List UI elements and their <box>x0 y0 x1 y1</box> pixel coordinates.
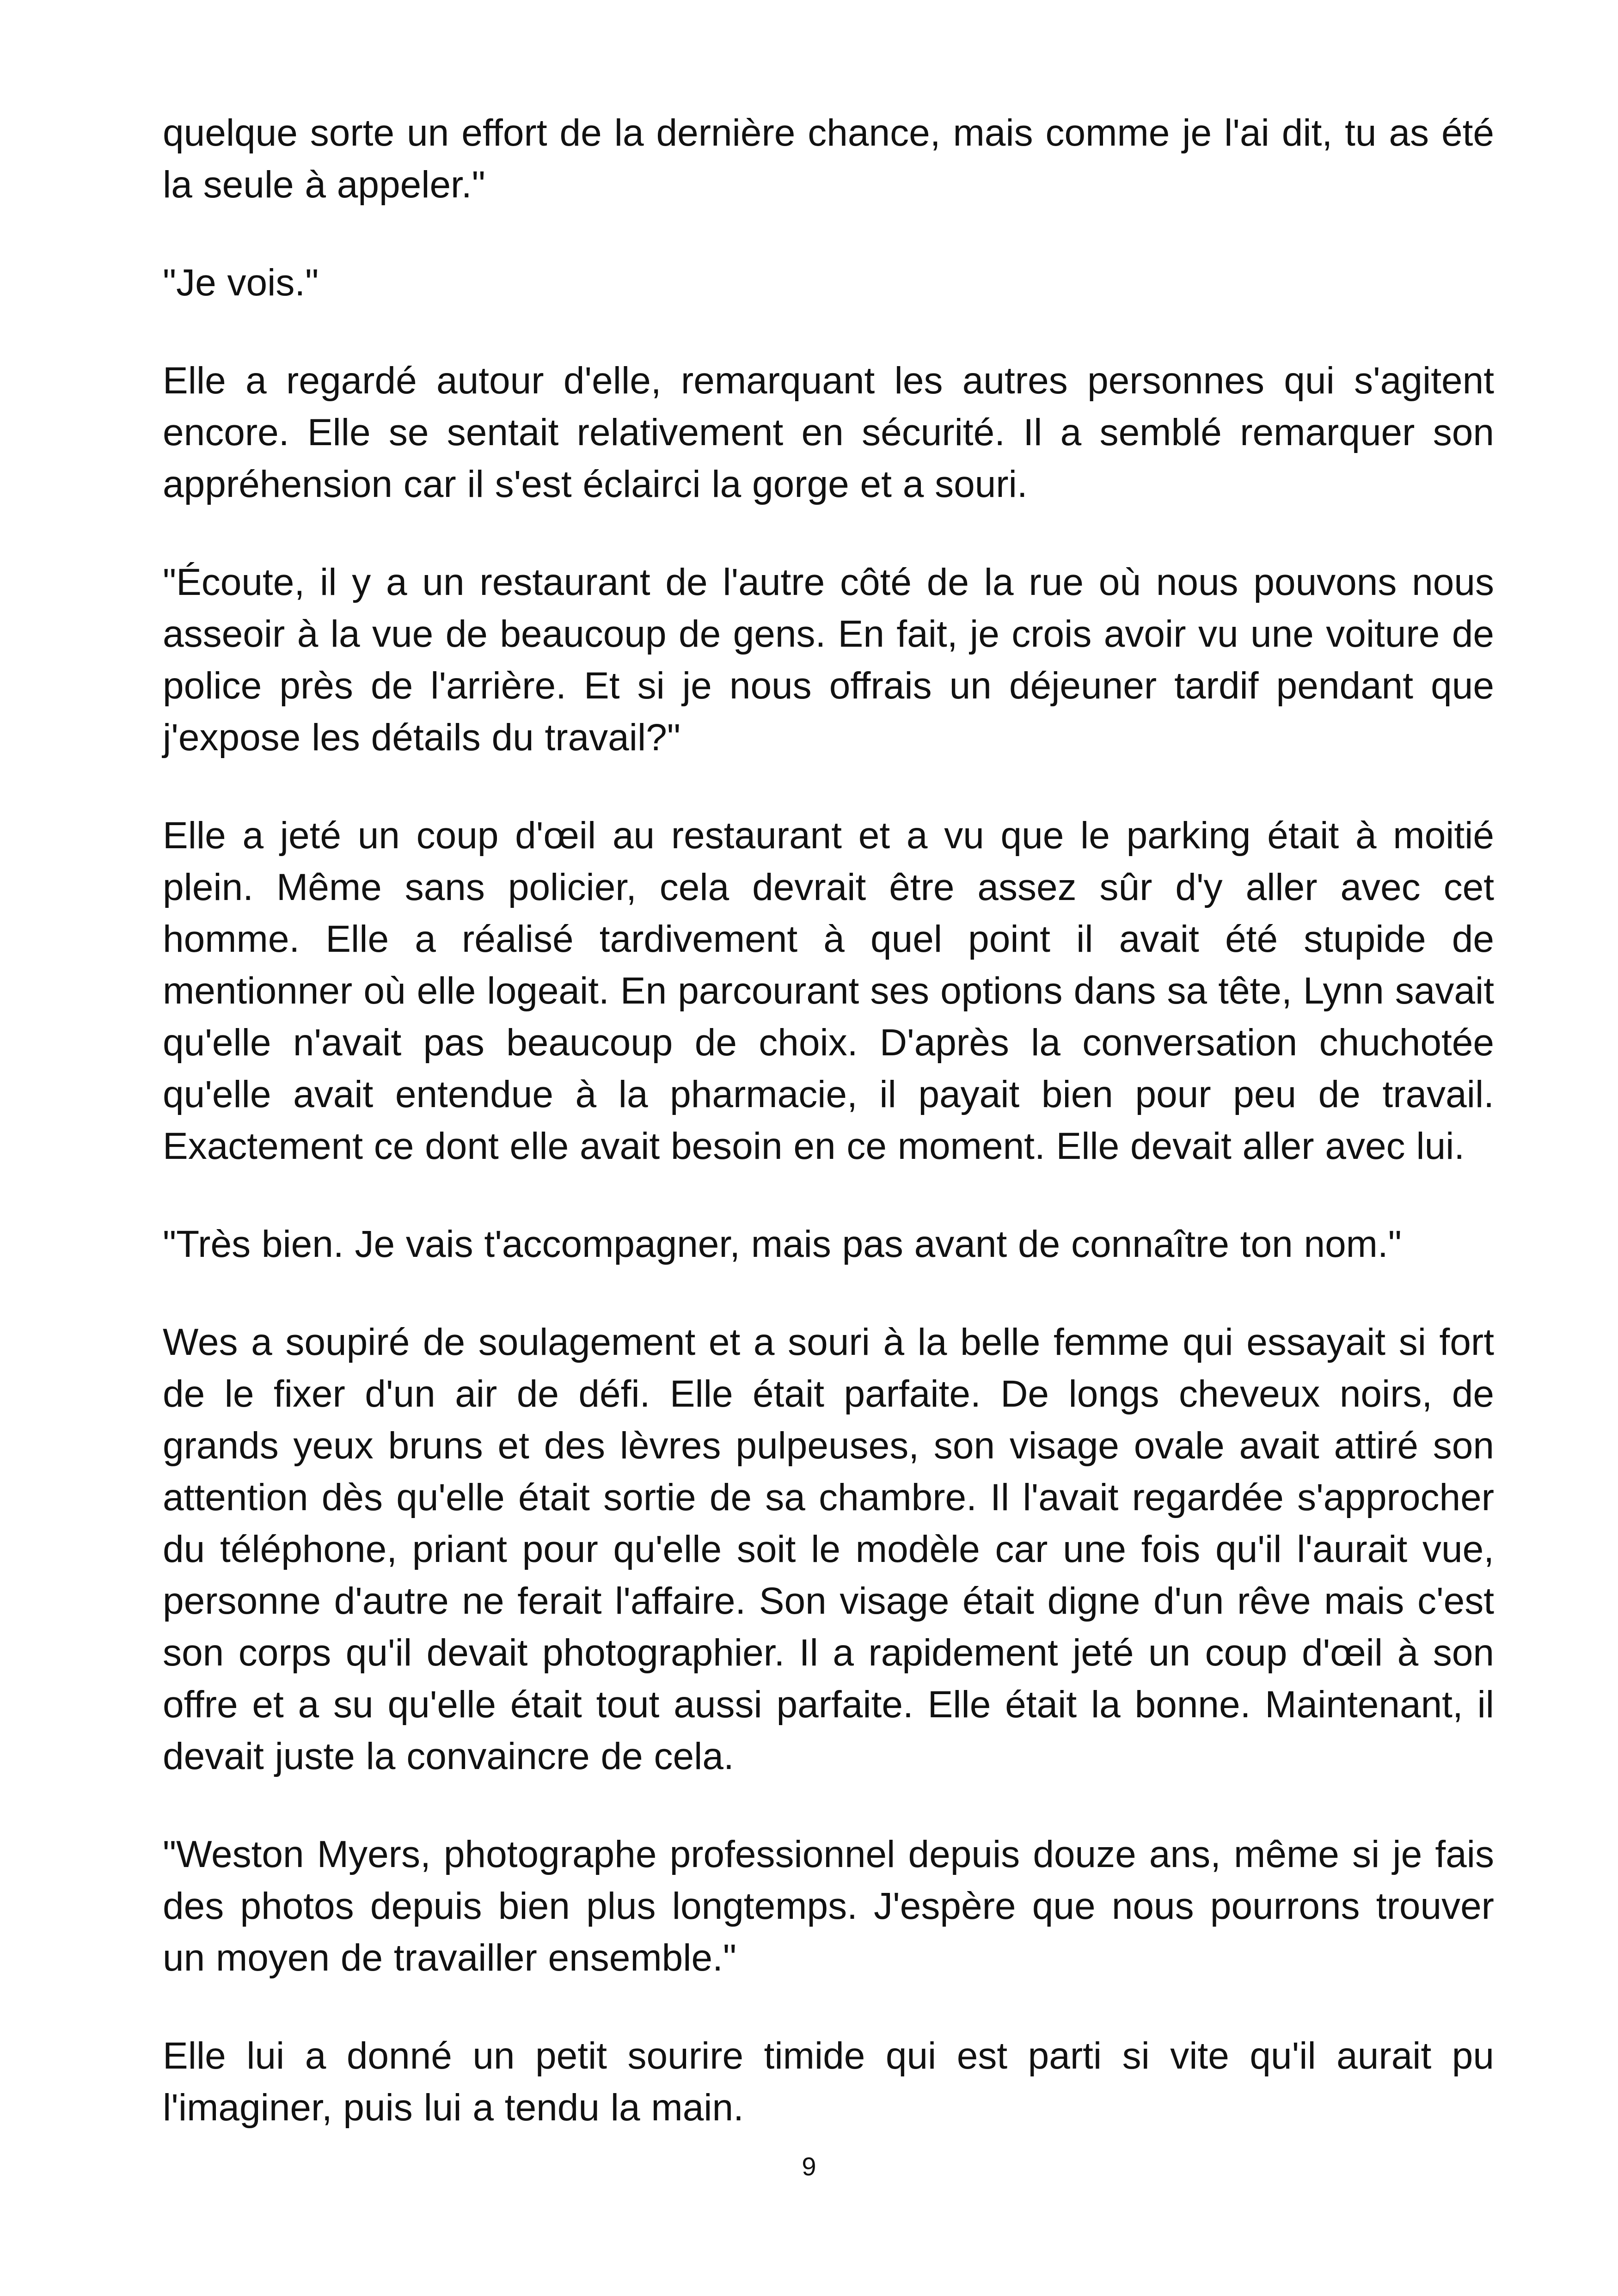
paragraph-3: Elle a regardé autour d'elle, remarquant les autres personnes qui s'agitent encore. Elle se sentait relativement en sécurité. Il a semblé remarquer son appréhension car il s'est éclairci la gorge et a souri. <box>163 360 1494 505</box>
text-body <box>163 107 1494 2180</box>
paragraph-8: "Weston Myers, photographe professionnel depuis douze ans, même si je fais des photos depuis bien plus longtemps. J'espère que nous pourrons trouver un moyen de travailler ensemble." <box>163 1833 1494 1979</box>
paragraph-9: Elle lui a donné un petit sourire timide qui est parti si vite qu'il aurait pu l'imaginer, puis lui a tendu la main. <box>163 2035 1494 2129</box>
paragraph-4: "Écoute, il y a un restaurant de l'autre côté de la rue où nous pouvons nous asseoir à la vue de beaucoup de gens. En fait, je crois avoir vu une voiture de police près de l'arrière. Et si je nous offrais un déjeuner tardif pendant que j'expose les détails du travail?" <box>163 561 1494 759</box>
paragraph-6: "Très bien. Je vais t'accompagner, mais pas avant de connaître ton nom." <box>163 1223 1402 1265</box>
paragraph-7: Wes a soupiré de soulagement et a souri à la belle femme qui essayait si fort de le fixer d'un air de défi. Elle était parfaite. De longs cheveux noirs, de grands yeux bruns et des lèvres pulpeuses, son visage ovale avait attiré son attention dès qu'elle était sortie de sa chambre. Il l'avait regardée s'approcher du téléphone, priant pour qu'elle soit le modèle car une fois qu'il l'aurait vue, personne d'autre ne ferait l'affaire. Son visage était digne d'un rêve mais c'est son corps qu'il devait photographier. Il a rapidement jeté un coup d'œil à son offre et a su qu'elle était tout aussi parfaite. Elle était la bonne. Maintenant, il devait juste la convaincre de cela. <box>163 1321 1494 1777</box>
page-number: 9 <box>802 2152 816 2181</box>
paragraph-5: Elle a jeté un coup d'œil au restaurant et a vu que le parking était à moitié plein. Même sans policier, cela devrait être assez sûr d'y aller avec cet homme. Elle a réalisé tardivement à quel point il avait été stupide de mentionner où elle logeait. En parcourant ses options dans sa tête, Lynn savait qu'elle n'avait pas beaucoup de choix. D'après la conversation chuchotée qu'elle avait entendue à la pharmacie, il payait bien pour peu de travail. Exactement ce dont elle avait besoin en ce moment. Elle devait aller avec lui. <box>163 814 1494 1167</box>
paragraph-1: quelque sorte un effort de la dernière chance, mais comme je l'ai dit, tu as été la seule à appeler." <box>163 112 1494 206</box>
paragraph-2: "Je vois." <box>163 262 319 304</box>
